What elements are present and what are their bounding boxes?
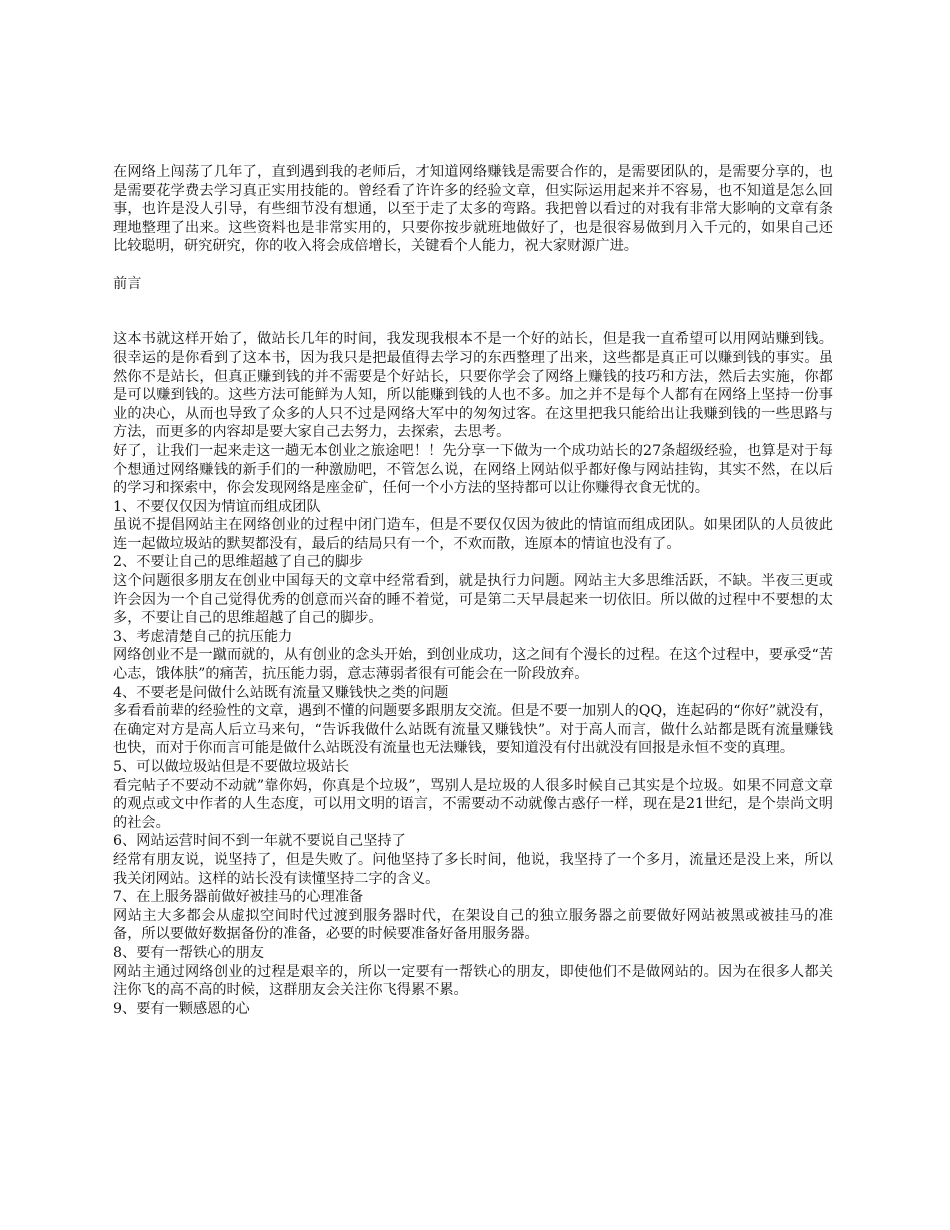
section-heading-9: 9、要有一颗感恩的心 <box>113 1000 250 1017</box>
section-heading-5: 5、可以做垃圾站但是不要做垃圾站长 <box>113 759 350 775</box>
section-body-7: 网站主大多都会从虚拟空间时代过渡到服务器时代，在架设自己的独立服务器之前要做好网站被黑或被挂马的准备，所以要做好数据备份的准备，必要的时候要准备好备用服务器。 <box>113 907 833 943</box>
section-body-2: 这个问题很多朋友在创业中国每天的文章中经常看到，就是执行力问题。网站主大多思维活跃，不缺。半夜三更或许会因为一个自己觉得优秀的创意而兴奋的睡不着觉，可是第二天早晨起来一切依旧。所以做的过程中不要想的太多，不要让自己的思维超越了自己的脚步。 <box>113 573 833 627</box>
section-body-6: 经常有朋友说，说坚持了，但是失败了。问他坚持了多长时间，他说，我坚持了一个多月，流量还是没上来，所以我关闭网站。这样的站长没有读懂坚持二字的含义。 <box>113 851 833 887</box>
section-heading-4: 4、不要老是问做什么站既有流量又赚钱快之类的问题 <box>113 684 449 701</box>
intro-paragraph: 在网络上闯荡了几年了，直到遇到我的老师后，才知道网络赚钱是需要合作的，是需要团队的，是需要分享的，也是需要花学费去学习真正实用技能的。曾经看了许许多的经验文章，但实际运用起来并不容易，也不知道是怎么回事，也许是没人引导，有些细节没有想通，以至于走了太多的弯路。我把曾以看过的对我有非常大影响的文章有条理地整理了出来。这些资料也是非常实用的，只要你按步就班地做好了，也是很容易做到月入千元的，如果自己还比较聪明，研究研究，你的收入将会成倍增长，关键看个人能力，祝大家财源广进。 <box>113 164 833 255</box>
preface-title: 前言 <box>113 275 142 292</box>
section-body-4: 多看看前辈的经验性的文章，遇到不懂的问题要多跟朋友交流。但是不要一加别人的QQ，连起码的“你好”就没有，在确定对方是高人后立马来句，“告诉我做什么站既有流量又赚钱快”。对于高人而言，做什么站都是既有流量赚钱也快，而对于你而言可能是做什么站既没有流量也无法赚钱，要知道没有付出就没有回报是永恒不变的真理。 <box>113 703 833 757</box>
spacer <box>113 312 833 331</box>
section-heading-3: 3、考虑清楚自己的抗压能力 <box>113 628 293 645</box>
section-body-1: 虽说不提倡网站主在网络创业的过程中闭门造车，但是不要仅仅因为彼此的情谊而组成团队。如果团队的人员彼此连一起做垃圾站的默契都没有，最后的结局只有一个，不欢而散，连原本的情谊也没有了。 <box>113 517 833 552</box>
section-heading-6: 6、网站运营时间不到一年就不要说自己坚持了 <box>113 833 406 850</box>
section-body-5: 看完帖子不要动不动就”靠你妈，你真是个垃圾”，骂别人是垃圾的人很多时候自己其实是个垃圾。如果不同意文章的观点或文中作者的人生态度，可以用文明的语言，不需要动不动就像古惑仔一样，现在是21世纪，是个崇尚文明的社会。 <box>113 777 833 831</box>
section-heading-2: 2、不要让自己的思维超越了自己的脚步 <box>113 554 364 571</box>
section-heading-7: 7、在上服务器前做好被挂马的心理准备 <box>113 889 364 906</box>
preface-paragraph-2: 好了，让我们一起来走这一趟无本创业之旅途吧！！先分享一下做为一个成功站长的27条超级经验，也算是对于每个想通过网络赚钱的新手们的一种激励吧，不管怎么说，在网络上网站似乎都好像与网站挂钩，其实不然，在以后的学习和探索中，你会发现网络是座金矿，任何一个小方法的坚持都可以让你赚得衣食无忧的。 <box>113 442 833 497</box>
section-heading-1: 1、不要仅仅因为情谊而组成团队 <box>113 498 321 515</box>
section-heading-8: 8、要有一帮铁心的朋友 <box>113 944 264 961</box>
section-body-3: 网络创业不是一蹴而就的，从有创业的念头开始，到创业成功，这之间有个漫长的过程。在这个过程中，要承受“苦心志，饿体肤”的痛苦，抗压能力弱，意志薄弱者很有可能会在一阶段放弃。 <box>113 647 833 683</box>
section-body-8: 网站主通过网络创业的过程是艰辛的，所以一定要有一帮铁心的朋友，即使他们不是做网站的。因为在很多人都关注你飞的高不高的时候，这群朋友会关注你飞得累不累。 <box>113 963 833 999</box>
document-page <box>113 163 833 1018</box>
preface-paragraph-1: 这本书就这样开始了，做站长几年的时间，我发现我根本不是一个好的站长，但是我一直希望可以用网站赚到钱。很幸运的是你看到了这本书，因为我只是把最值得去学习的东西整理了出来，这些都是真正可以赚到钱的事实。虽然你不是站长，但真正赚到钱的并不需要是个好站长，只要你学会了网络上赚钱的技巧和方法，然后去实施，你都是可以赚到钱的。这些方法可能鲜为人知，所以能赚到钱的人也不多。加之并不是每个人都有在网络上坚持一份事业的决心，从而也导致了众多的人只不过是网络大军中的匆匆过客。在这里把我只能给出让我赚到钱的一些思路与方法，而更多的内容却是要大家自己去努力，去探索，去思考。 <box>113 331 833 441</box>
